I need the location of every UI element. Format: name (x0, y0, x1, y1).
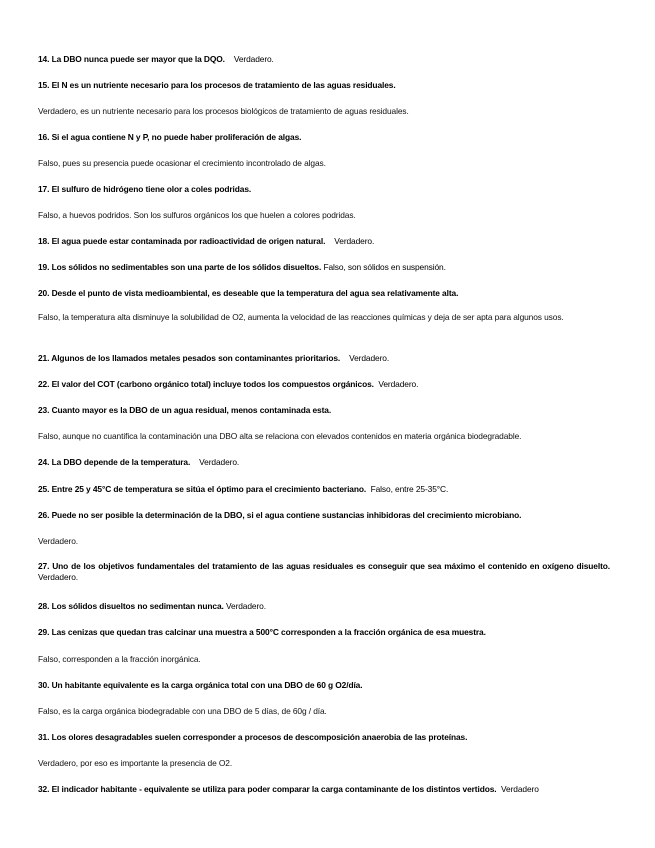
question-31: 31. Los olores desagradables suelen corresponder a procesos de descomposición anaerobia de las proteínas. (38, 732, 468, 742)
answer-15: Verdadero, es un nutriente necesario para los procesos biológicos de tratamiento de aguas residuales. (38, 106, 409, 116)
answer-26: Verdadero. (38, 536, 78, 546)
question-32: 32. El indicador habitante - equivalente se utiliza para poder comparar la carga contaminante de los distintos vertidos. Verdadero (38, 784, 539, 794)
question-25: 25. Entre 25 y 45°C de temperatura se sitúa el óptimo para el crecimiento bacteriano. Falso, entre 25-35°C. (38, 484, 449, 494)
question-15: 15. El N es un nutriente necesario para los procesos de tratamiento de las aguas residuales. (38, 80, 396, 90)
question-24: 24. La DBO depende de la temperatura. Verdadero. (38, 457, 240, 467)
answer-29: Falso, corresponden a la fracción inorgánica. (38, 654, 201, 664)
answer-25: Falso, entre 25-35°C. (370, 484, 449, 494)
answer-20: Falso, la temperatura alta disminuye la solubilidad de O2, aumenta la velocidad de las reacciones químicas y deja de ser apta para algunos usos. (38, 312, 564, 322)
answer-31: Verdadero, por eso es importante la presencia de O2. (38, 758, 233, 768)
question-20: 20. Desde el punto de vista medioambiental, es deseable que la temperatura del agua sea relativamente alta. (38, 288, 459, 298)
answer-23: Falso, aunque no cuantifica la contaminación una DBO alta se relaciona con elevados contenidos en materia orgánica biodegradable. (38, 431, 522, 441)
answer-16: Falso, pues su presencia puede ocasionar el crecimiento incontrolado de algas. (38, 158, 326, 168)
question-17: 17. El sulfuro de hidrógeno tiene olor a coles podridas. (38, 184, 252, 194)
question-23: 23. Cuanto mayor es la DBO de un agua residual, menos contaminada esta. (38, 405, 332, 415)
question-27: 27. Uno de los objetivos fundamentales del tratamiento de las aguas residuales es conseguir que sea máximo el contenido en oxígeno disuelto. Verdadero. (38, 561, 611, 582)
answer-21: Verdadero. (349, 353, 390, 363)
question-16: 16. Si el agua contiene N y P, no puede haber proliferación de algas. (38, 132, 302, 142)
answer-19: Falso, son sólidos en suspensión. (323, 262, 446, 272)
answer-22: Verdadero. (378, 379, 419, 389)
answer-28: Verdadero. (225, 601, 266, 611)
answer-30: Falso, es la carga orgánica biodegradable con una DBO de 5 días, de 60g / día. (38, 706, 327, 716)
answer-27: Verdadero. (38, 572, 78, 582)
answer-18: Verdadero. (334, 236, 375, 246)
answer-24: Verdadero. (199, 457, 240, 467)
question-29: 29. Las cenizas que quedan tras calcinar una muestra a 500°C corresponden a la fracción orgánica de esa muestra. (38, 627, 486, 637)
question-22: 22. El valor del COT (carbono orgánico total) incluye todos los compuestos orgánicos. Verdadero. (38, 379, 419, 389)
answer-14: Verdadero. (233, 54, 274, 64)
question-28: 28. Los sólidos disueltos no sedimentan nunca. Verdadero. (38, 601, 266, 611)
question-30: 30. Un habitante equivalente es la carga orgánica total con una DBO de 60 g O2/día. (38, 680, 363, 690)
question-18: 18. El agua puede estar contaminada por radioactividad de origen natural. Verdadero. (38, 236, 375, 246)
question-19: 19. Los sólidos no sedimentables son una parte de los sólidos disueltos. Falso, son sólidos en suspensión. (38, 262, 446, 272)
answer-17: Falso, a huevos podridos. Son los sulfuros orgánicos los que huelen a colores podridas. (38, 210, 356, 220)
question-14: 14. La DBO nunca puede ser mayor que la DQO. Verdadero. (38, 54, 274, 64)
question-21: 21. Algunos de los llamados metales pesados son contaminantes prioritarios. Verdadero. (38, 353, 390, 363)
question-26: 26. Puede no ser posible la determinación de la DBO, si el agua contiene sustancias inhibidoras del crecimiento microbiano. (38, 510, 522, 520)
answer-32: Verdadero (501, 784, 539, 794)
